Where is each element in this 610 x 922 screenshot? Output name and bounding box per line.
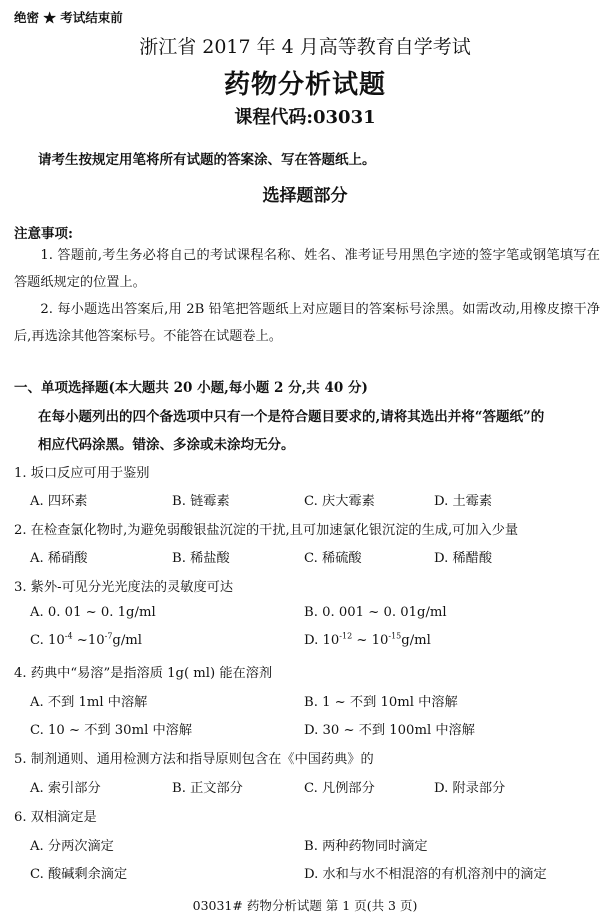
q4-option-c: C. 10 ~ 不到 30ml 中溶解 [30,723,193,738]
note-item-1: 1. 答题前,考生务必将自己的考试课程名称、姓名、准考证号用黑色字迹的签字笔或钢笔填写在答题纸规定的位置上。 [14,248,600,290]
q1-option-a: A. 四环素 [30,494,88,509]
q3-option-c: C. $10^{-4}$ $\sim 10^{-7}g/ml$ [30,631,143,648]
q6-option-c: C. 酸碱剩余滴定 [30,867,128,882]
q6-option-d: D. 水和与水不相混溶的有机溶剂中的滴定 [304,867,547,882]
notes-heading: 注意事项: [14,226,73,242]
part1-directions-line2: 相应代码涂黑。错涂、多涂或未涂均无分。 [38,437,295,453]
q1-option-d: D. 土霉素 [434,494,493,509]
page-footer: 03031# 药物分析试题 第 1 页(共 3 页) [192,898,418,913]
q5-option-d: D. 附录部分 [434,781,506,796]
question-1-stem: 1. 坂口反应可用于鉴别 [14,466,150,481]
q1-option-c: C. 庆大霉素 [304,494,375,509]
confidential-label: 绝密 ★ 考试结束前 [14,10,123,25]
q2-option-d: D. 稀醋酸 [434,551,493,566]
q4-option-d: D. 30 ~ 不到 100ml 中溶解 [304,723,475,738]
q3-option-b: B. 0. 001 ~ 0. 01g/ml [304,605,447,620]
q2-option-a: A. 稀硝酸 [30,551,88,566]
question-3-stem: 3. 紫外-可见分光光度法的灵敏度可达 [14,580,234,595]
answer-instruction: 请考生按规定用笔将所有试题的答案涂、写在答题纸上。 [38,152,376,168]
section-title: 选择题部分 [262,186,348,206]
exam-title: 浙江省 2017 年 4 月高等教育自学考试 [139,36,471,58]
q5-option-c: C. 凡例部分 [304,781,375,796]
part1-heading: 一、单项选择题(本大题共 20 小题,每小题 2 分,共 40 分) [14,380,368,396]
q1-option-b: B. 链霉素 [172,494,230,509]
question-5-stem: 5. 制剂通则、通用检测方法和指导原则包含在《中国药典》的 [14,752,374,767]
q4-option-a: A. 不到 1ml 中溶解 [30,695,148,710]
q5-option-a: A. 索引部分 [30,781,101,796]
q5-option-b: B. 正文部分 [172,781,243,796]
part1-directions-line1: 在每小题列出的四个备选项中只有一个是符合题目要求的,请将其选出并将“答题纸”的 [38,409,545,425]
q6-option-a: A. 分两次滴定 [30,839,114,854]
course-code: 课程代码:03031 [234,107,376,128]
page-title: 药物分析试题 [223,70,386,100]
q3-option-a: A. 0. 01 ~ 0. 1g/ml [30,605,156,620]
q4-option-b: B. 1 ~ 不到 10ml 中溶解 [304,695,458,710]
q2-option-b: B. 稀盐酸 [172,551,230,566]
question-2-stem: 2. 在检查氯化物时,为避免弱酸银盐沉淀的干扰,且可加速氯化银沉淀的生成,可加入少量 [14,523,519,538]
note-item-2: 2. 每小题选出答案后,用 2B 铅笔把答题纸上对应题目的答案标号涂黑。如需改动,用橡皮擦干净后,再选涂其他答案标号。不能答在试题卷上。 [14,302,600,344]
q2-option-c: C. 稀硫酸 [304,551,362,566]
question-6-stem: 6. 双相滴定是 [14,810,97,825]
question-4-stem: 4. 药典中“易溶”是指溶质 1g( ml) 能在溶剂 [14,666,273,681]
q6-option-b: B. 两种药物同时滴定 [304,839,428,854]
q3-option-d: D. $10^{-12}$ ~ $10^{-15}g/ml$ [304,631,431,648]
